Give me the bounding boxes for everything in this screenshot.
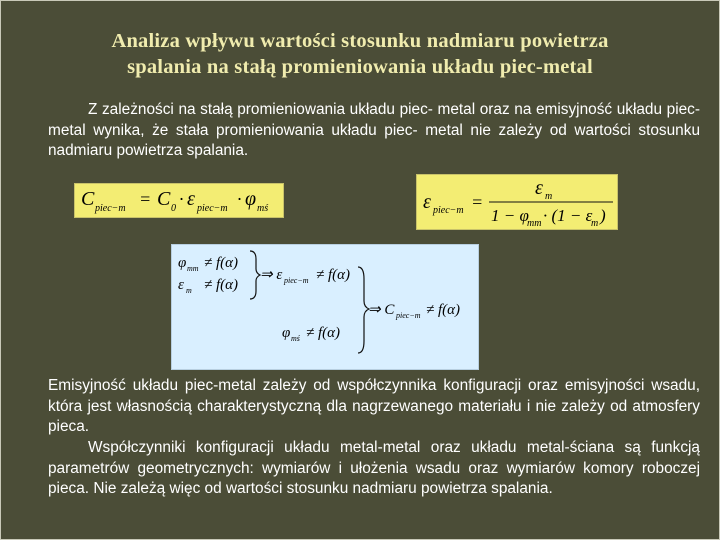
f1-phi: φ	[245, 188, 257, 210]
f3-phi-mm-sub: mm	[187, 264, 199, 273]
title-line-2: spalania na stałą promieniowania układu piec-metal	[127, 56, 593, 78]
paragraph-2: Emisyjność układu piec-metal zależy od współczynnika konfiguracji oraz emisyjności wsadu, która jest własnością charakterystyczną dla nagrzewanego materiału i nie zależy od atmosfery pieca.	[48, 377, 700, 435]
f2-num-sub: m	[545, 191, 553, 202]
f2-den1-sub: mm	[527, 218, 542, 229]
f2-eq: =	[471, 192, 484, 212]
f1-eps: ε	[187, 188, 195, 210]
slide-title	[40, 28, 680, 80]
paragraph-3: Współczynniki konfiguracji układu metal-metal oraz układu metal-ściana są funkcją parametrów geometrycznych: wymiarów i ułożenia wsadu oraz wymiarów komory roboczej pieca. Nie zależą więc od wartości stosunku nadmiaru powietrza spalania.	[48, 439, 700, 497]
formula-implication-chain	[171, 244, 479, 370]
f3-impl1-sub: piec−m	[284, 276, 309, 285]
title-line-1: Analiza wpływu wartości stosunku nadmiaru powietrza	[111, 30, 609, 52]
f2-den2-sub: m	[591, 218, 599, 229]
f2-den1: 1 − φ	[491, 206, 529, 225]
f3-phi-mm: φ	[178, 255, 187, 271]
f3-phi-ms-sub: mś	[291, 334, 300, 343]
formula-emissivity	[416, 174, 618, 230]
f3-impl1: ⇒ ε	[260, 267, 283, 283]
f3-eps-m-sub: m	[186, 286, 192, 295]
f2-eps-sub: piec−m	[433, 205, 464, 216]
f2-den3: )	[600, 206, 606, 225]
f1-C-sub: piec−m	[95, 203, 126, 214]
f3-ne4: ≠ f(α)	[426, 302, 461, 318]
f1-dot2: ·	[237, 189, 242, 209]
f1-phi-sub: mś	[257, 203, 269, 214]
f2-eps: ε	[423, 191, 431, 213]
f3-ne1: ≠ f(α)	[204, 255, 239, 271]
f1-C0: C	[157, 188, 171, 210]
f3-impl2: ⇒ C	[368, 302, 395, 318]
f1-C0-sub: 0	[171, 203, 176, 214]
f1-C: C	[81, 188, 95, 210]
f1-dot1: ·	[179, 189, 184, 209]
formula-radiation-constant	[74, 183, 284, 218]
f2-num: ε	[535, 177, 543, 199]
f1-eq: =	[139, 189, 152, 209]
f3-ne5: ≠ f(α)	[306, 325, 341, 341]
f3-eps-m: ε	[178, 277, 184, 293]
f3-ne3: ≠ f(α)	[316, 267, 351, 283]
paragraph-1: Z zależności na stałą promieniowania układu piec- metal oraz na emisyjność układu piec- metal wynika, że stała promieniowania układu piec- metal nie zależy od wartości stosunku nadmiaru powietrza spalania.	[48, 101, 700, 159]
f1-eps-sub: piec−m	[197, 203, 228, 214]
f3-phi-ms: φ	[282, 325, 291, 341]
f3-ne2: ≠ f(α)	[204, 277, 239, 293]
f3-impl2-sub: piec−m	[396, 311, 421, 320]
f2-den2: · (1 − ε	[543, 206, 593, 225]
